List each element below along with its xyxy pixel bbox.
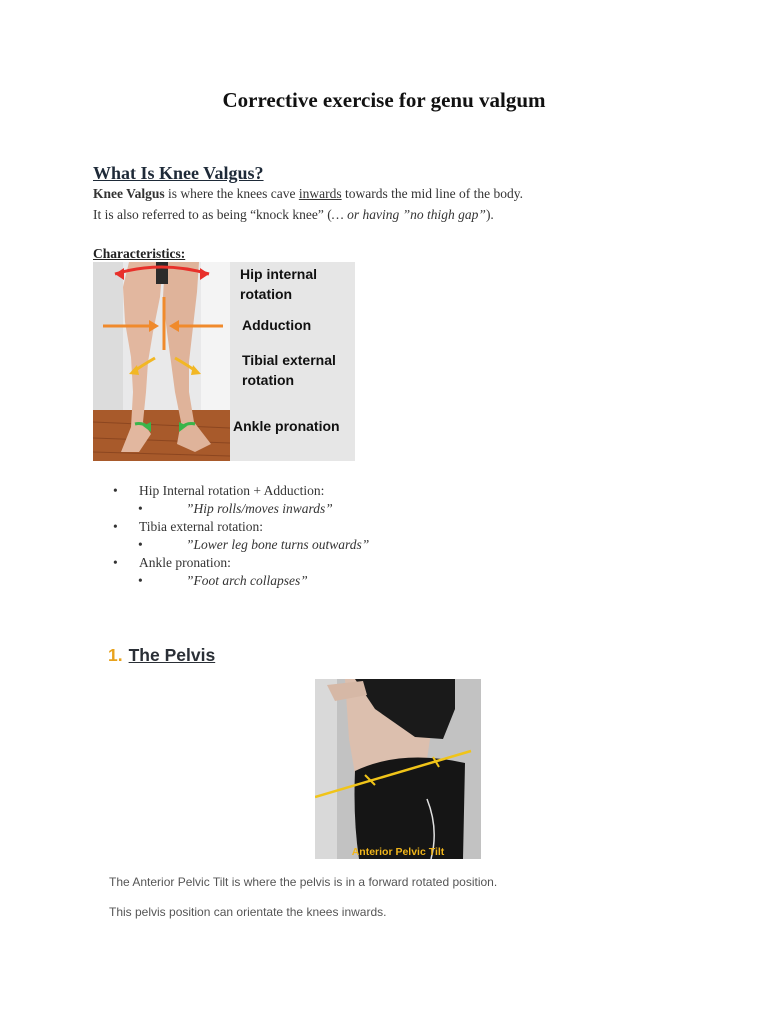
list-subitem [138, 573, 308, 589]
label-hip-internal-rotation: Hip internal rotation [240, 266, 318, 302]
list-subitem-note: ”Lower leg bone turns outwards” [186, 537, 370, 552]
list-subitem [138, 501, 333, 517]
label-tibial-external-rotation: Tibial external rotation [242, 352, 336, 388]
intro-line2-b: ). [485, 207, 494, 222]
intro-line-1 [93, 186, 523, 202]
legs-photo [93, 262, 230, 461]
document-title: Corrective exercise for genu valgum [222, 88, 546, 112]
term-knee-valgus: Knee Valgus [93, 186, 165, 201]
pelvis-heading-number: 1. [108, 645, 123, 665]
characteristics-label: Characteristics: [93, 246, 186, 261]
intro-line2-italic: … or having ”no thigh gap” [331, 207, 486, 222]
intro-text-a: is where the knees cave [164, 186, 299, 201]
anterior-pelvic-tilt-figure [315, 679, 481, 859]
list-item-label: Tibia external rotation: [139, 519, 263, 534]
intro-text-inwards: inwards [298, 186, 342, 201]
pelvis-heading-title: The Pelvis [128, 645, 216, 665]
list-subitem [138, 537, 369, 553]
bullet-icon: • [113, 519, 118, 534]
section-heading-knee-valgus: What Is Knee Valgus? [93, 163, 264, 183]
intro-text-b: towards the mid line of the body. [341, 186, 523, 201]
list-item-label: Hip Internal rotation + Adduction: [139, 483, 325, 498]
pelvis-image-caption: Anterior Pelvic Tilt [351, 846, 445, 858]
list-subitem-note: ”Hip rolls/moves inwards” [186, 501, 333, 516]
bullet-icon: • [138, 501, 143, 516]
label-adduction: Adduction [242, 317, 312, 333]
bullet-icon: • [138, 537, 143, 552]
list-item-label: Ankle pronation: [139, 555, 231, 570]
knee-valgus-figure [93, 262, 355, 461]
intro-line2-a: It is also referred to as being “knock knee” ( [93, 207, 332, 222]
bullet-icon: • [138, 573, 143, 588]
pelvis-text-2: This pelvis position can orientate the knees inwards. [109, 905, 387, 919]
list-item [113, 519, 263, 535]
list-subitem-note: ”Foot arch collapses” [186, 573, 308, 588]
bullet-icon: • [113, 555, 118, 570]
bullet-icon: • [113, 483, 118, 498]
list-item [113, 483, 324, 499]
list-item [113, 555, 231, 571]
label-ankle-pronation: Ankle pronation [233, 418, 340, 434]
pelvis-text-1: The Anterior Pelvic Tilt is where the pelvis is in a forward rotated position. [109, 875, 498, 889]
pelvis-photo [315, 679, 481, 859]
pelvis-heading [108, 645, 215, 666]
intro-line-2 [93, 207, 494, 223]
